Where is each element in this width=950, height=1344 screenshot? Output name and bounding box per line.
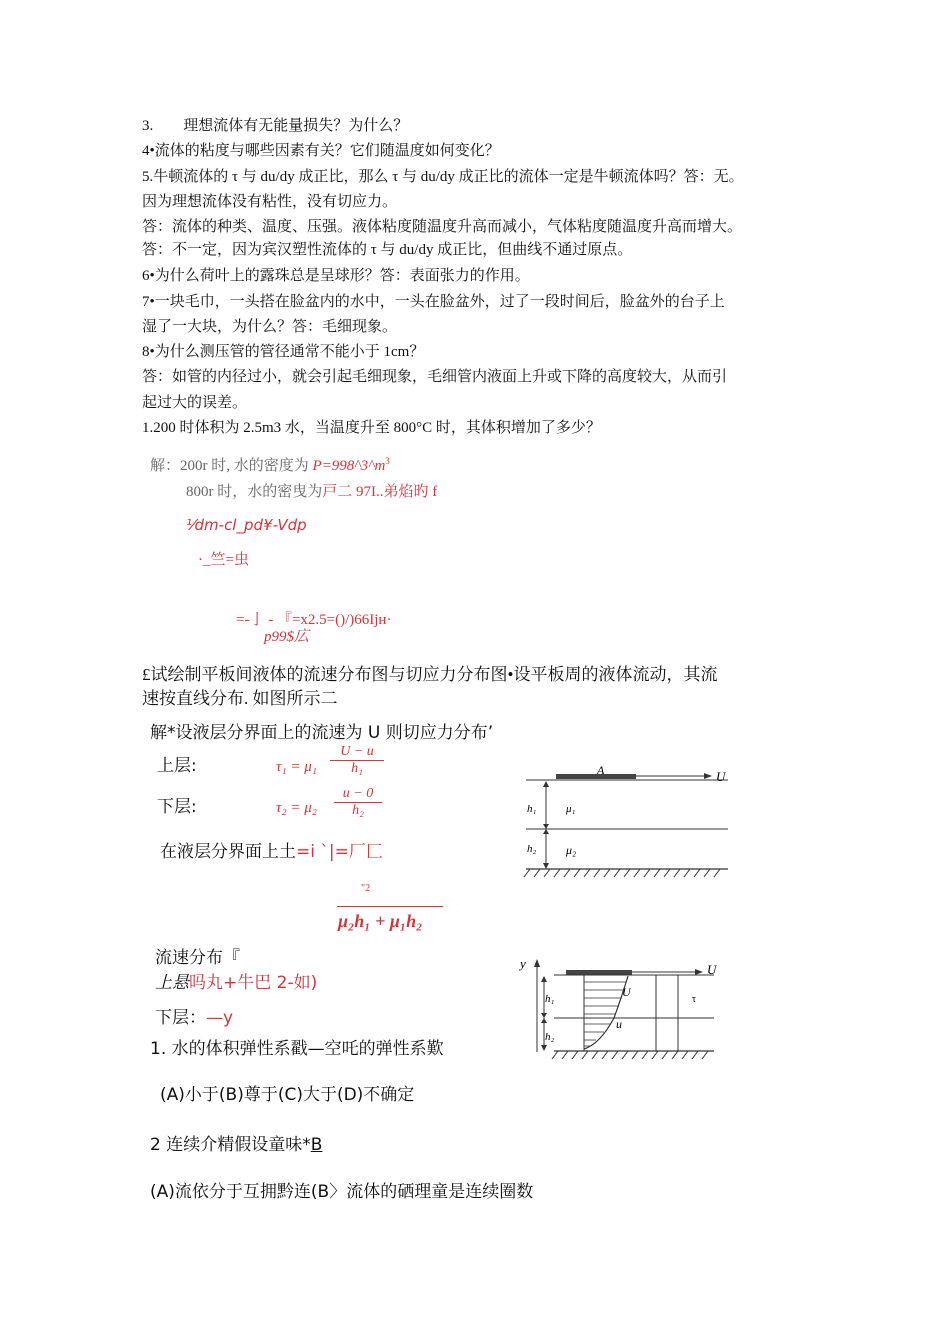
question-7-line1: 7•一块毛巾，一头搭在脸盆内的水中，一头在脸盆外，过了一段时间后，脸盆外的台子上 bbox=[142, 294, 725, 310]
upper-layer-label: 上层: bbox=[157, 756, 197, 776]
tau-label: τ bbox=[692, 994, 697, 1005]
question-8: 8•为什么测压管的管径通常不能小于 1cm？ bbox=[142, 344, 425, 360]
moving-plate bbox=[566, 970, 632, 975]
question-7-line2: 湿了一大块，为什么？答：毛细现象。 bbox=[142, 319, 398, 335]
question-3: 3. 理想流体有无能量损失？为什么？ bbox=[142, 118, 409, 134]
question-5-line2: 因为理想流体没有粘性，没有切应力。 bbox=[142, 194, 398, 210]
figure-two-layer-flow bbox=[518, 762, 748, 886]
answer-8-line2: 起过大的误差。 bbox=[142, 395, 248, 411]
question-6: 6•为什么荷叶上的露珠总是呈球形？答：表面张力的作用。 bbox=[142, 268, 530, 284]
upper-flow-line: 上悬吗丸+牛巴 2-如) bbox=[155, 973, 318, 993]
mc-question-2-options: (A)流依分于互拥黔连(B〉流体的硒理童是连续圈数 bbox=[150, 1182, 534, 1202]
solution1-line6: p99$広 bbox=[264, 629, 310, 645]
y-axis-label: y bbox=[520, 956, 526, 971]
tau1-fraction: $\frac{U - u}{\text{h₁}}$ bbox=[330, 744, 384, 777]
velocity-vectors bbox=[584, 982, 626, 1046]
interface-fraction-denominator: μ₂h₁ + μ₁h₂ bbox=[338, 911, 423, 931]
answer-8-line1: 答：如管的内径过小，就会引起毛细现象，毛细管内液面上升或下降的高度较大，从而引 bbox=[142, 369, 728, 385]
tau1-lhs: τ₁ = μ₁ bbox=[276, 759, 317, 775]
velocity-label: U bbox=[707, 962, 717, 977]
velocity-label: U bbox=[716, 769, 726, 784]
solution1-line1: 解：200r 时, 水的密度为 $P=998\^{}3\^{}m^3$ bbox=[150, 456, 390, 474]
problem-2-line1: £试绘制平板间液体的流速分布图与切应力分布图•设平板周的液体流动，其流 bbox=[142, 665, 718, 684]
answer-4: 答：流体的种类、温度、压强。液体粘度随温度升高而减小，气体粘度随温度升高而增大。 bbox=[142, 219, 743, 235]
tau2-lhs: τ₂ = μ₂ bbox=[276, 800, 317, 816]
u-label: u bbox=[616, 1017, 622, 1031]
figure-velocity-distribution bbox=[514, 948, 746, 1072]
interface-fraction-numerator: "2 bbox=[361, 883, 371, 894]
lower-flow-line: 下层：—y bbox=[155, 1008, 234, 1028]
moving-plate bbox=[556, 774, 636, 779]
fraction-bar bbox=[337, 906, 443, 907]
mu1-label: μ₁ bbox=[566, 803, 576, 815]
mc-question-2: 2 连续介精假设童味*B bbox=[150, 1135, 323, 1155]
problem-2-line2: 速按直线分布. 如图所示二 bbox=[142, 689, 338, 708]
problem-2-solution: 解*设液层分界面上的流速为 U 则切应力分布’ bbox=[150, 723, 494, 743]
interface-line: 在液层分界面上土=i ˋ|=厂匚 bbox=[160, 842, 383, 862]
wall-hatching bbox=[552, 1051, 708, 1059]
shear-stress-block bbox=[656, 975, 678, 1051]
answer-5: 答：不一定，因为宾汉塑性流体的 τ 与 du/dy 成正比，但曲线不通过原点。 bbox=[142, 242, 633, 258]
profile-label: U bbox=[622, 985, 631, 999]
mu2-label: μ₂ bbox=[566, 843, 577, 857]
h1-label: h₁ bbox=[545, 993, 555, 1005]
solution1-line3: ⅟dm-cl_pd¥-Vdp bbox=[186, 516, 307, 534]
h2-label: h₂ bbox=[545, 1031, 555, 1043]
tau2-fraction: $\frac{u - 0}{\text{h₂}}$ bbox=[334, 786, 382, 819]
mc-question-1: 1. 水的体积弹性系戳—空吒的弹性系歎 bbox=[150, 1039, 444, 1059]
question-5-line1: 5.牛顿流体的 τ 与 du/dy 成正比，那么 τ 与 du/dy 成正比的流体一定是牛顿流体吗？答：无。 bbox=[142, 169, 744, 185]
question-4: 4•流体的粘度与哪些因素有关？它们随温度如何变化？ bbox=[142, 143, 500, 159]
h1-label: h₁ bbox=[527, 803, 537, 815]
solution1-line2: 800r 时，水的密曳为戸二 97I..弟焰旳 f bbox=[186, 484, 438, 500]
plate-label: A bbox=[597, 763, 605, 777]
velocity-arrow bbox=[704, 773, 712, 779]
lower-layer-label: 下层: bbox=[157, 797, 197, 817]
wall-hatching bbox=[524, 869, 720, 877]
solution1-line4: ·_竺=虫 bbox=[198, 552, 249, 568]
solution1-line5: =-亅 - 『=x2.5=()/)66Ijн· bbox=[236, 612, 392, 628]
flow-distribution-label: 流速分布『 bbox=[155, 948, 240, 968]
h2-label: h₂ bbox=[527, 843, 537, 855]
problem-1: 1.200 时体积为 2.5m3 水，当温度升至 800°C 时，其体积增加了多少？ bbox=[142, 420, 601, 436]
mc-question-1-options: (A)小于(B)尊于(C)大于(D)不确定 bbox=[160, 1085, 415, 1105]
